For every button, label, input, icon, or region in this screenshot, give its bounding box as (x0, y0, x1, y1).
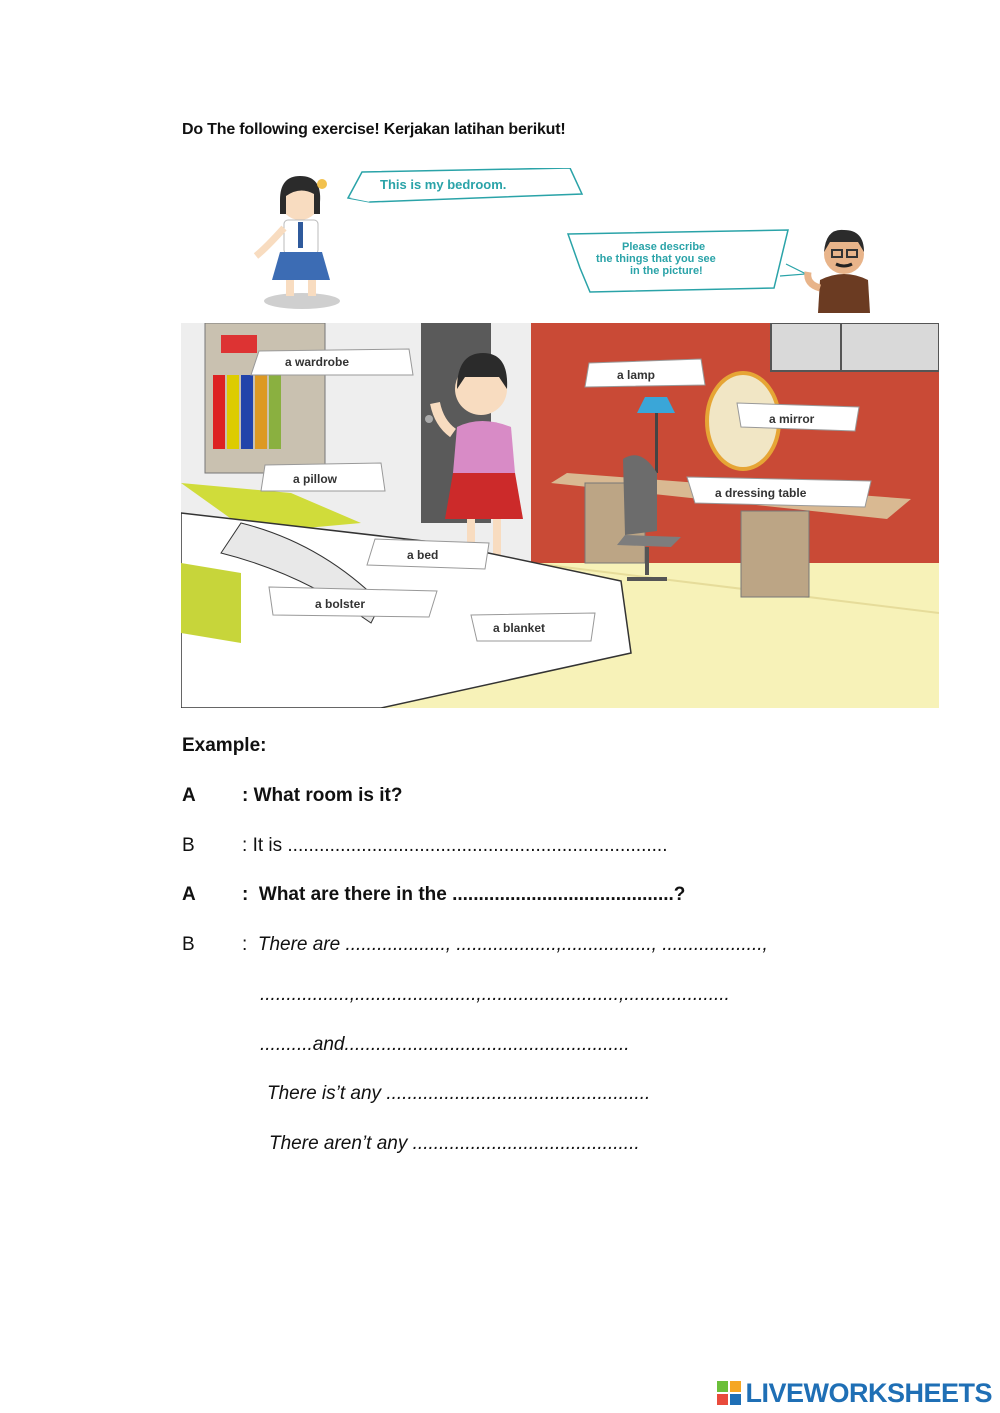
girl-speech-bubble (348, 168, 582, 202)
label-mirror (737, 403, 859, 431)
speaker-label: A (182, 785, 196, 806)
example-heading: Example: (182, 735, 267, 756)
teacher-bubble-line: in the picture! (630, 265, 703, 277)
speaker-label: B (182, 934, 195, 955)
svg-text:a bed: a bed (407, 548, 439, 562)
label-bolster (269, 587, 437, 617)
label-dressing-table (687, 477, 871, 507)
bedroom-scene (181, 323, 939, 708)
line-text: It is ........................................................................ (252, 835, 668, 856)
teacher-bubble-line: the things that you see (596, 253, 716, 265)
girl-character (256, 176, 340, 309)
label-bed (367, 539, 489, 569)
teacher-character (808, 230, 870, 313)
colon: : (242, 934, 248, 955)
svg-text:a lamp: a lamp (617, 368, 656, 382)
colon: : (242, 785, 249, 806)
teacher-bubble-line: Please describe (622, 241, 706, 253)
svg-text:a dressing table: a dressing table (715, 486, 807, 500)
logo-icon (717, 1381, 741, 1405)
dialogue-illustration (250, 168, 880, 313)
line-text: What room is it? (253, 785, 403, 806)
label-wardrobe (251, 349, 413, 375)
colon: : (242, 884, 249, 905)
line-text: There are ..................., ...................,................., ..................., (257, 934, 768, 955)
dialogue-line (182, 785, 832, 809)
answer-blank-line: ..........and...................................................... (260, 1034, 630, 1055)
logo-text: LIVEWORKSHEETS (745, 1378, 992, 1408)
svg-text:a pillow: a pillow (293, 472, 338, 486)
line-text: What are there in the ..........................................? (258, 884, 686, 905)
svg-text:a bolster: a bolster (315, 597, 366, 611)
dialogue-line (182, 835, 832, 859)
speaker-label: B (182, 835, 195, 856)
label-blanket (471, 613, 595, 641)
liveworksheets-logo (717, 1378, 992, 1409)
answer-blank-line: There is’t any .................................................. (267, 1083, 651, 1104)
svg-text:a blanket: a blanket (493, 621, 546, 635)
teacher-speech-bubble (568, 230, 806, 292)
dialogue-line (182, 934, 882, 958)
svg-text:a wardrobe: a wardrobe (285, 355, 350, 369)
colon: : (242, 835, 248, 856)
svg-text:a mirror: a mirror (769, 412, 815, 426)
speaker-label: A (182, 884, 196, 905)
answer-blank-line: .................,.......................,..........................,.................... (260, 984, 730, 1005)
dialogue-line (182, 884, 832, 908)
label-pillow (261, 463, 385, 491)
label-lamp (585, 359, 705, 387)
answer-blank-line: There aren’t any ........................................... (269, 1133, 640, 1154)
girl-bubble-text: This is my bedroom. (380, 177, 507, 192)
instruction-text: Do The following exercise! Kerjakan latihan berikut! (182, 121, 566, 138)
